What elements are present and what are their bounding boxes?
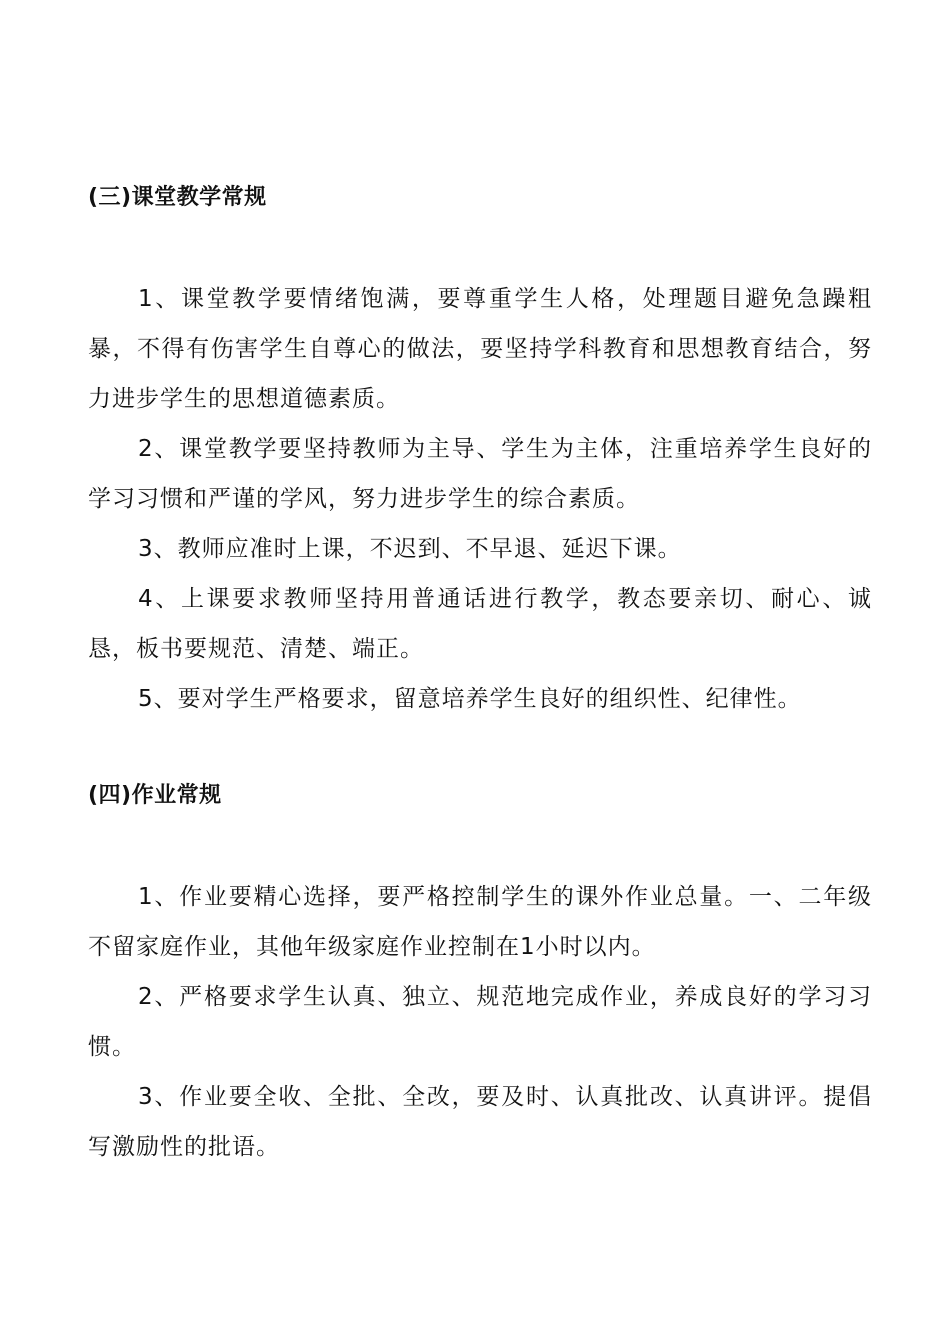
paragraph-homework-1: 1、作业要精心选择，要严格控制学生的课外作业总量。一、二年级不留家庭作业，其他年级家庭作业控制在1小时以内。 <box>88 884 872 960</box>
paragraph-classroom-2: 2、课堂教学要坚持教师为主导、学生为主体，注重培养学生良好的学习习惯和严谨的学风，努力进步学生的综合素质。 <box>88 436 872 512</box>
paragraph-classroom-1: 1、课堂教学要情绪饱满，要尊重学生人格，处理题目避免急躁粗暴，不得有伤害学生自尊心的做法，要坚持学科教育和思想教育结合，努力进步学生的思想道德素质。 <box>88 286 872 412</box>
section-heading-classroom-teaching: (三)课堂教学常规 <box>88 185 267 210</box>
paragraph-homework-2: 2、严格要求学生认真、独立、规范地完成作业，养成良好的学习习惯。 <box>88 984 872 1060</box>
section-heading-homework: (四)作业常规 <box>88 783 222 808</box>
paragraph-classroom-3: 3、教师应准时上课，不迟到、不早退、延迟下课。 <box>138 536 682 562</box>
paragraph-homework-3: 3、作业要全收、全批、全改，要及时、认真批改、认真讲评。提倡写激励性的批语。 <box>88 1084 872 1160</box>
paragraph-classroom-4: 4、上课要求教师坚持用普通话进行教学，教态要亲切、耐心、诚恳，板书要规范、清楚、端正。 <box>88 586 872 662</box>
paragraph-classroom-5: 5、要对学生严格要求，留意培养学生良好的组织性、纪律性。 <box>138 686 802 712</box>
